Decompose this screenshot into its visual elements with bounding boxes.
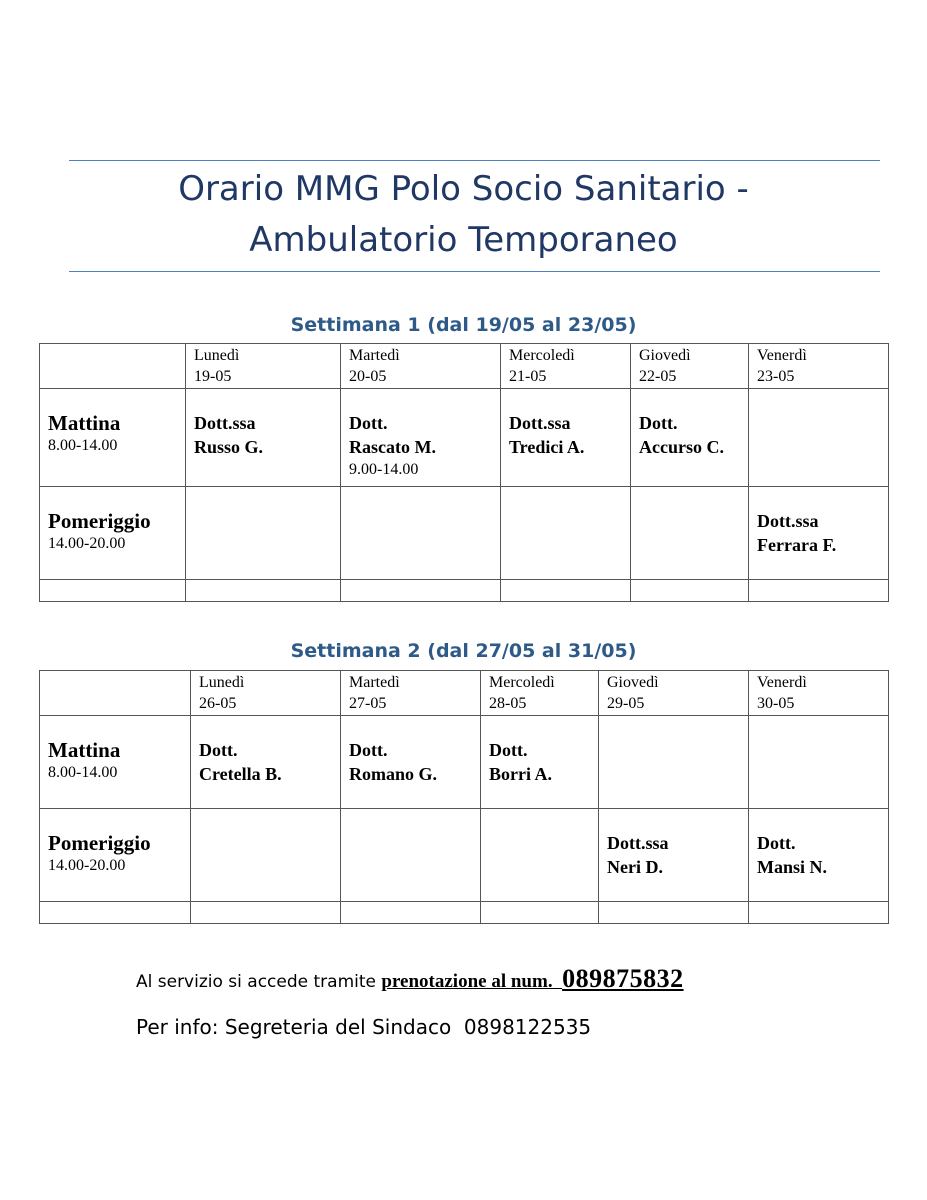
day-date: 21-05 [509,368,547,385]
day-header-tuesday [341,344,501,389]
empty-cell [186,580,341,602]
schedule-cell [749,487,889,580]
morning-row [40,389,889,487]
empty-cell [191,902,341,924]
day-date: 20-05 [349,368,387,385]
day-header-wednesday [501,344,631,389]
title-rule-bottom [69,271,880,272]
booking-text: Al servizio si accede tramite [136,972,382,992]
booking-strong: prenotazione al num. [381,971,553,992]
day-header-friday [749,671,889,716]
slot-hours: 14.00-20.00 [48,857,126,874]
schedule-cell [341,389,501,487]
empty-cell [501,580,631,602]
doctor-title: Dott. [639,413,678,433]
schedule-cell-empty [341,809,481,902]
doctor-title: Dott. [489,740,528,760]
schedule-cell [186,389,341,487]
doctor-name: Accurso C. [639,437,724,457]
day-date: 28-05 [489,695,527,712]
empty-cell [341,902,481,924]
slot-label-morning [40,389,186,487]
doctor-title: Dott.ssa [194,413,256,433]
day-header-monday [186,344,341,389]
doctor-name: Ferrara F. [757,535,837,555]
empty-cell [749,580,889,602]
empty-cell [40,580,186,602]
empty-cell [749,902,889,924]
day-date: 26-05 [199,695,237,712]
slot-name: Pomeriggio [48,831,151,855]
day-name: Lunedì [194,347,240,364]
title-rule-top [69,160,880,161]
afternoon-row [40,487,889,580]
day-name: Martedì [349,347,400,364]
day-name: Martedì [349,674,400,691]
slot-hours: 8.00-14.00 [48,764,118,781]
booking-info [136,964,684,994]
day-name: Giovedì [639,347,691,364]
doctor-name: Cretella B. [199,764,282,784]
week-1-heading: Settimana 1 (dal 19/05 al 23/05) [290,314,637,336]
doctor-name: Borri A. [489,764,552,784]
schedule-cell [599,809,749,902]
schedule-cell [341,716,481,809]
slot-label-afternoon [40,487,186,580]
table-header-row [40,671,889,716]
day-header-thursday [631,344,749,389]
empty-row [40,902,889,924]
empty-cell [40,902,191,924]
day-name: Venerdì [757,674,807,691]
slot-hours: 8.00-14.00 [48,437,118,454]
schedule-cell-empty [341,487,501,580]
doctor-title: Dott. [757,833,796,853]
schedule-cell [749,809,889,902]
day-header-thursday [599,671,749,716]
doctor-title: Dott. [199,740,238,760]
doctor-title: Dott. [349,740,388,760]
doctor-name: Russo G. [194,437,264,457]
empty-cell [481,902,599,924]
empty-cell [631,580,749,602]
schedule-cell [481,716,599,809]
slot-name: Pomeriggio [48,509,151,533]
slot-name: Mattina [48,738,121,762]
booking-phone-number: 089875832 [562,964,684,993]
day-date: 30-05 [757,695,795,712]
schedule-cell-empty [749,716,889,809]
doctor-name: Romano G. [349,764,438,784]
week-2-heading: Settimana 2 (dal 27/05 al 31/05) [290,640,637,662]
slot-hours: 14.00-20.00 [48,535,126,552]
schedule-cell [501,389,631,487]
schedule-cell [631,389,749,487]
day-date: 29-05 [607,695,645,712]
table-header-row [40,344,889,389]
empty-cell [341,580,501,602]
day-date: 27-05 [349,695,387,712]
doctor-title: Dott.ssa [509,413,571,433]
week-1-schedule-table [39,343,889,602]
day-header-monday [191,671,341,716]
empty-row [40,580,889,602]
doctor-name: Tredici A. [509,437,585,457]
page-title-line-2: Ambulatorio Temporaneo [249,220,678,260]
week-2-schedule-table [39,670,889,924]
day-header-tuesday [341,671,481,716]
corner-cell [40,344,186,389]
schedule-cell-empty [186,487,341,580]
day-header-wednesday [481,671,599,716]
schedule-cell-empty [599,716,749,809]
schedule-cell-empty [501,487,631,580]
day-name: Giovedì [607,674,659,691]
contact-info: Per info: Segreteria del Sindaco 0898122535 [136,1015,592,1039]
empty-cell [599,902,749,924]
schedule-cell-empty [191,809,341,902]
day-header-friday [749,344,889,389]
slot-label-morning [40,716,191,809]
doctor-title: Dott.ssa [607,833,669,853]
doctor-name: Mansi N. [757,857,828,877]
day-date: 23-05 [757,368,795,385]
day-date: 22-05 [639,368,677,385]
slot-label-afternoon [40,809,191,902]
schedule-cell-empty [481,809,599,902]
doctor-name: Rascato M. [349,437,436,457]
schedule-cell-empty [631,487,749,580]
day-name: Mercoledì [509,347,575,364]
morning-row [40,716,889,809]
schedule-cell [191,716,341,809]
corner-cell [40,671,191,716]
day-name: Lunedì [199,674,245,691]
doctor-title: Dott. [349,413,388,433]
day-date: 19-05 [194,368,232,385]
doctor-name: Neri D. [607,857,663,877]
afternoon-row [40,809,889,902]
doctor-title: Dott.ssa [757,511,819,531]
slot-name: Mattina [48,411,121,435]
schedule-cell-empty [749,389,889,487]
doctor-hours: 9.00-14.00 [349,461,419,478]
day-name: Mercoledì [489,674,555,691]
page-title-line-1: Orario MMG Polo Socio Sanitario - [178,169,749,209]
day-name: Venerdì [757,347,807,364]
